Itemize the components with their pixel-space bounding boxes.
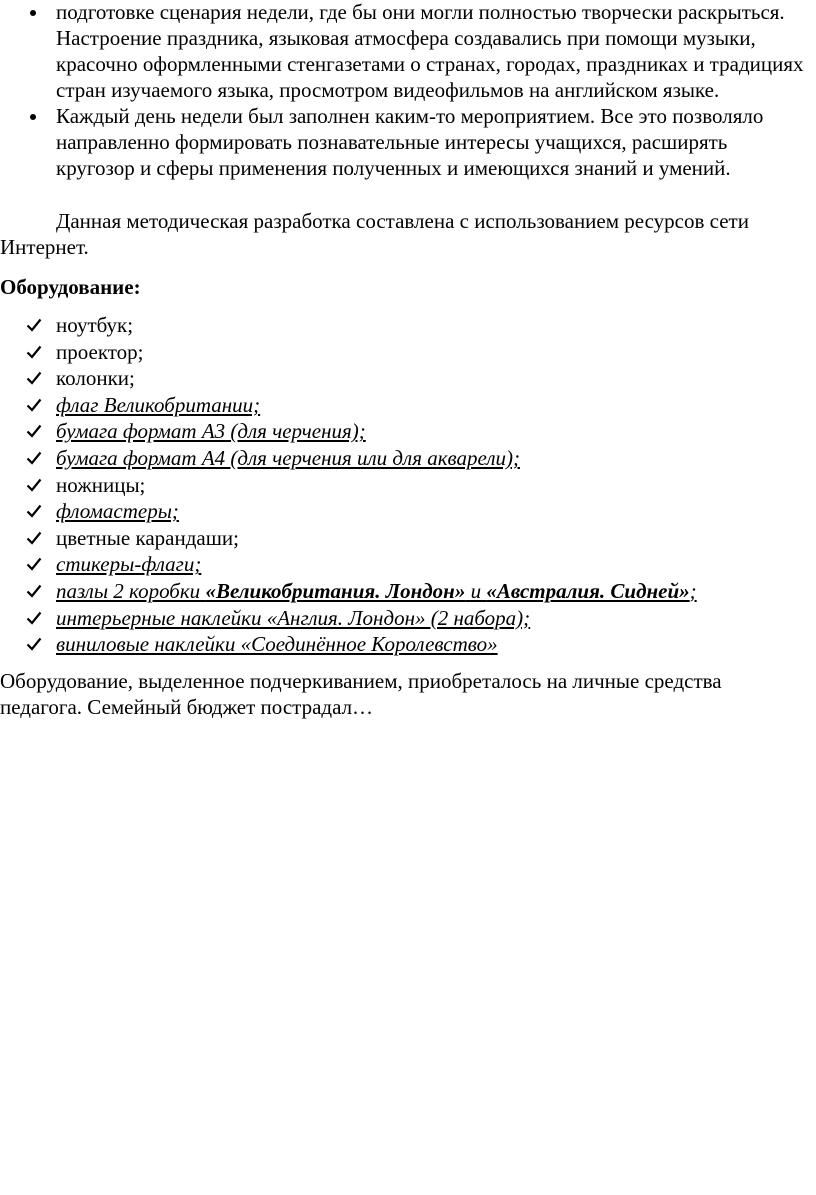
equipment-text: стикеры-флаги;	[56, 552, 202, 577]
equipment-item	[0, 605, 816, 632]
bullet-list	[0, 0, 816, 181]
equipment-text-part: «Великобритания. Лондон»	[205, 578, 466, 603]
bullet-text-line: направленно формировать познавательные интересы учащихся, расширять	[56, 130, 728, 154]
equipment-text: ноутбук;	[56, 313, 134, 337]
equipment-text-part: и	[465, 578, 487, 603]
note-line: Интернет.	[0, 235, 89, 259]
equipment-text: бумага формат А4 (для черчения или для акварели);	[56, 445, 520, 470]
footer-line: педагога. Семейный бюджет пострадал…	[0, 695, 374, 719]
equipment-item	[0, 472, 816, 499]
equipment-text: виниловые наклейки «Соединённое Королевство»	[56, 632, 498, 657]
equipment-text: бумага формат А3 (для черчения);	[56, 419, 366, 444]
equipment-item	[0, 312, 816, 339]
equipment-text-part: пазлы 2 коробки	[56, 578, 206, 603]
equipment-text: фломастеры;	[56, 499, 179, 524]
equipment-text: проектор;	[56, 339, 144, 364]
equipment-item	[0, 525, 816, 552]
note-paragraph	[0, 208, 816, 260]
equipment-text: ножницы;	[56, 472, 146, 497]
equipment-item	[0, 339, 816, 366]
checkmark-icon	[26, 636, 42, 652]
equipment-item	[0, 498, 816, 525]
bullet-text-line: подготовке сценария недели, где бы они могли полностью творчески раскрыться.	[56, 0, 785, 24]
equipment-text-part: ;	[689, 578, 697, 603]
bullet-text-line: Настроение праздника, языковая атмосфера создавались при помощи музыки,	[56, 26, 756, 50]
equipment-text-part: «Австралия. Сидней»	[486, 578, 690, 603]
equipment-item	[0, 445, 816, 472]
equipment-item	[0, 365, 816, 392]
checkmark-icon	[26, 344, 42, 360]
bullet-text-line: красочно оформленными стенгазетами о странах, городах, праздниках и традициях	[56, 52, 804, 76]
list-item	[0, 103, 816, 181]
checkmark-icon	[26, 450, 42, 466]
bullet-text-line: Каждый день недели был заполнен каким-то мероприятием. Все это позволяло	[56, 104, 764, 128]
bullet-dot-icon	[30, 114, 36, 120]
equipment-item	[0, 418, 816, 445]
checkmark-icon	[26, 530, 42, 546]
equipment-text: флаг Великобритании;	[56, 392, 261, 417]
equipment-list	[0, 312, 816, 658]
checkmark-icon	[26, 556, 42, 572]
equipment-heading: Оборудование:	[0, 275, 141, 299]
equipment-item	[0, 631, 816, 658]
equipment-item	[0, 392, 816, 419]
equipment-text: интерьерные наклейки «Англия. Лондон» (2 набора);	[56, 605, 531, 630]
checkmark-icon	[26, 370, 42, 386]
bullet-text-line: стран изучаемого языка, просмотром видеофильмов на английском языке.	[56, 78, 720, 102]
checkmark-icon	[26, 610, 42, 626]
footer-line: Оборудование, выделенное подчеркиванием, приобреталось на личные средства	[0, 669, 722, 693]
checkmark-icon	[26, 477, 42, 493]
equipment-text: колонки;	[56, 366, 135, 391]
equipment-item	[0, 551, 816, 578]
equipment-item	[0, 578, 816, 605]
bullet-dot-icon	[30, 10, 36, 16]
equipment-text: цветные карандаши;	[56, 525, 239, 550]
equipment-text	[56, 579, 697, 603]
checkmark-icon	[26, 317, 42, 333]
checkmark-icon	[26, 397, 42, 413]
bullet-text-line: кругозор и сферы применения полученных и имеющихся знаний и умений.	[56, 156, 731, 180]
note-line: Данная методическая разработка составлена с использованием ресурсов сети	[56, 209, 749, 233]
checkmark-icon	[26, 503, 42, 519]
list-item	[0, 0, 816, 103]
footer-paragraph	[0, 668, 816, 720]
checkmark-icon	[26, 423, 42, 439]
checkmark-icon	[26, 583, 42, 599]
